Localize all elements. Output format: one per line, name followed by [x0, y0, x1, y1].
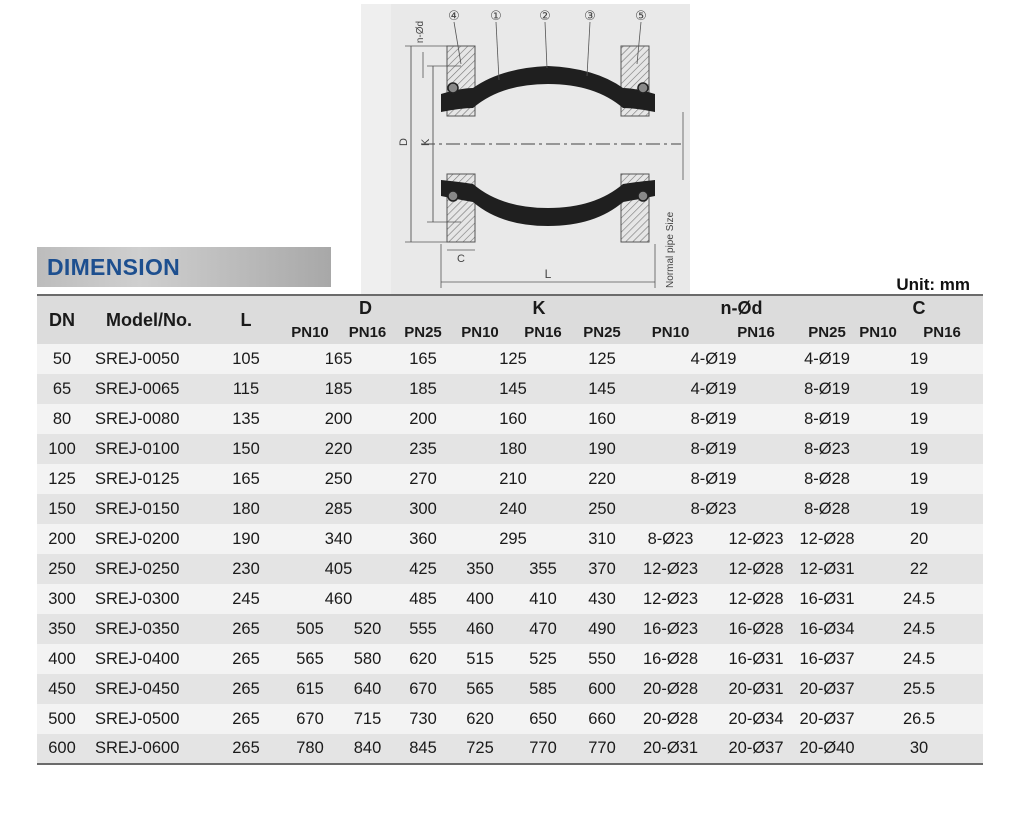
table-row — [37, 374, 983, 404]
cell-k-pn25: 600 — [576, 674, 628, 704]
cell-nod-pn10-16: 8-Ø23 — [628, 494, 799, 524]
cell-nod-pn10: 20-Ø28 — [628, 704, 713, 734]
cell-dn: 150 — [37, 494, 87, 524]
cell-k-pn10: 350 — [450, 554, 510, 584]
header-nod-pn10: PN10 — [628, 320, 713, 344]
header-d-pn16: PN16 — [339, 320, 396, 344]
cell-k-pn10-16: 240 — [450, 494, 576, 524]
cell-dn: 65 — [37, 374, 87, 404]
header-l: L — [211, 295, 281, 344]
cell-nod-pn25: 4-Ø19 — [799, 344, 855, 374]
cell-d-pn25: 235 — [396, 434, 450, 464]
table-row — [37, 464, 983, 494]
cell-dn: 100 — [37, 434, 87, 464]
cell-d-pn25: 200 — [396, 404, 450, 434]
cell-dn: 400 — [37, 644, 87, 674]
label-l: L — [544, 267, 552, 281]
cell-dn: 125 — [37, 464, 87, 494]
cell-nod-pn16: 16-Ø31 — [713, 644, 799, 674]
cell-model: SREJ-0100 — [87, 434, 211, 464]
cell-d-pn25: 730 — [396, 704, 450, 734]
cell-l: 165 — [211, 464, 281, 494]
table-row — [37, 734, 983, 764]
header-c-pn10: PN10 — [855, 320, 901, 344]
cell-model: SREJ-0125 — [87, 464, 211, 494]
cell-k-pn10: 460 — [450, 614, 510, 644]
cell-k-pn16: 525 — [510, 644, 576, 674]
dimension-table — [37, 294, 983, 765]
cell-l: 245 — [211, 584, 281, 614]
cell-nod-pn16: 20-Ø37 — [713, 734, 799, 764]
cell-k-pn10-16: 295 — [450, 524, 576, 554]
label-nod: n-Ød — [415, 20, 426, 44]
cell-model: SREJ-0450 — [87, 674, 211, 704]
header-dn: DN — [37, 295, 87, 344]
cell-d-pn25: 670 — [396, 674, 450, 704]
label-normal-pipe-size: Normal pipe Size — [665, 211, 676, 288]
cell-k-pn25: 220 — [576, 464, 628, 494]
cell-k-pn16: 585 — [510, 674, 576, 704]
cell-model: SREJ-0200 — [87, 524, 211, 554]
cell-l: 265 — [211, 644, 281, 674]
callout-3: ③ — [584, 9, 596, 24]
cell-k-pn16: 410 — [510, 584, 576, 614]
cell-dn: 600 — [37, 734, 87, 764]
cell-nod-pn16: 12-Ø23 — [713, 524, 799, 554]
cell-d-pn16: 640 — [339, 674, 396, 704]
cell-k-pn25: 550 — [576, 644, 628, 674]
cell-l: 265 — [211, 614, 281, 644]
cell-c: 19 — [855, 494, 983, 524]
cell-k-pn25: 125 — [576, 344, 628, 374]
table-row — [37, 704, 983, 734]
cell-d-pn10-16: 340 — [281, 524, 396, 554]
cell-d-pn25: 185 — [396, 374, 450, 404]
cell-d-pn10: 505 — [281, 614, 339, 644]
cell-nod-pn25: 8-Ø19 — [799, 404, 855, 434]
cell-l: 105 — [211, 344, 281, 374]
cell-model: SREJ-0500 — [87, 704, 211, 734]
cell-nod-pn25: 16-Ø31 — [799, 584, 855, 614]
cell-c: 24.5 — [855, 584, 983, 614]
cell-nod-pn10: 12-Ø23 — [628, 554, 713, 584]
header-nod: n-Ød — [628, 295, 855, 320]
cell-k-pn10-16: 145 — [450, 374, 576, 404]
header-k-pn25: PN25 — [576, 320, 628, 344]
table-row — [37, 614, 983, 644]
cell-model: SREJ-0350 — [87, 614, 211, 644]
table-row — [37, 344, 983, 374]
header-model: Model/No. — [87, 295, 211, 344]
cell-c: 25.5 — [855, 674, 983, 704]
cell-d-pn10: 615 — [281, 674, 339, 704]
table-row — [37, 524, 983, 554]
table-row — [37, 674, 983, 704]
cell-nod-pn25: 20-Ø40 — [799, 734, 855, 764]
cell-c: 22 — [855, 554, 983, 584]
cell-k-pn10: 620 — [450, 704, 510, 734]
cell-nod-pn10-16: 8-Ø19 — [628, 464, 799, 494]
cell-dn: 450 — [37, 674, 87, 704]
cell-dn: 300 — [37, 584, 87, 614]
cell-nod-pn25: 8-Ø19 — [799, 374, 855, 404]
header-nod-pn16: PN16 — [713, 320, 799, 344]
header-c-pn16: PN16 — [901, 320, 983, 344]
cell-c: 24.5 — [855, 644, 983, 674]
cell-k-pn25: 370 — [576, 554, 628, 584]
cell-k-pn25: 310 — [576, 524, 628, 554]
cell-nod-pn25: 20-Ø37 — [799, 704, 855, 734]
cell-d-pn25: 425 — [396, 554, 450, 584]
cell-nod-pn16: 16-Ø28 — [713, 614, 799, 644]
table-row — [37, 584, 983, 614]
cell-k-pn25: 250 — [576, 494, 628, 524]
cell-l: 265 — [211, 734, 281, 764]
cell-nod-pn25: 20-Ø37 — [799, 674, 855, 704]
cell-d-pn16: 840 — [339, 734, 396, 764]
cell-k-pn10-16: 160 — [450, 404, 576, 434]
cell-nod-pn25: 12-Ø28 — [799, 524, 855, 554]
cell-k-pn25: 190 — [576, 434, 628, 464]
cell-d-pn25: 620 — [396, 644, 450, 674]
cell-d-pn10: 565 — [281, 644, 339, 674]
cell-k-pn10: 400 — [450, 584, 510, 614]
table-row — [37, 644, 983, 674]
label-c: C — [457, 253, 465, 265]
cell-c: 24.5 — [855, 614, 983, 644]
cell-c: 30 — [855, 734, 983, 764]
cell-nod-pn10: 12-Ø23 — [628, 584, 713, 614]
section-title: DIMENSION — [47, 254, 181, 280]
cell-nod-pn16: 20-Ø34 — [713, 704, 799, 734]
cell-nod-pn16: 12-Ø28 — [713, 554, 799, 584]
cell-k-pn16: 650 — [510, 704, 576, 734]
table-row — [37, 404, 983, 434]
cell-dn: 50 — [37, 344, 87, 374]
cell-nod-pn10-16: 8-Ø19 — [628, 404, 799, 434]
cell-d-pn25: 555 — [396, 614, 450, 644]
cell-k-pn10: 725 — [450, 734, 510, 764]
cell-nod-pn10: 20-Ø28 — [628, 674, 713, 704]
cell-l: 230 — [211, 554, 281, 584]
cell-k-pn16: 470 — [510, 614, 576, 644]
cell-k-pn25: 160 — [576, 404, 628, 434]
cell-c: 19 — [855, 374, 983, 404]
cell-k-pn10-16: 210 — [450, 464, 576, 494]
cell-dn: 200 — [37, 524, 87, 554]
header-k-pn16: PN16 — [510, 320, 576, 344]
cell-nod-pn25: 16-Ø34 — [799, 614, 855, 644]
cell-d-pn10-16: 460 — [281, 584, 396, 614]
cell-nod-pn16: 20-Ø31 — [713, 674, 799, 704]
section-banner — [37, 247, 331, 287]
cell-d-pn10-16: 200 — [281, 404, 396, 434]
cell-model: SREJ-0250 — [87, 554, 211, 584]
cell-nod-pn10: 8-Ø23 — [628, 524, 713, 554]
cell-c: 19 — [855, 434, 983, 464]
cell-d-pn16: 715 — [339, 704, 396, 734]
cell-model: SREJ-0600 — [87, 734, 211, 764]
cell-c: 26.5 — [855, 704, 983, 734]
cell-c: 19 — [855, 404, 983, 434]
cell-model: SREJ-0080 — [87, 404, 211, 434]
cell-dn: 500 — [37, 704, 87, 734]
cell-nod-pn10: 16-Ø23 — [628, 614, 713, 644]
cell-l: 265 — [211, 674, 281, 704]
cell-c: 19 — [855, 464, 983, 494]
cell-k-pn16: 355 — [510, 554, 576, 584]
cell-l: 190 — [211, 524, 281, 554]
cell-nod-pn25: 8-Ø23 — [799, 434, 855, 464]
cell-nod-pn10-16: 4-Ø19 — [628, 374, 799, 404]
cell-k-pn25: 770 — [576, 734, 628, 764]
cell-k-pn10-16: 125 — [450, 344, 576, 374]
cell-d-pn25: 845 — [396, 734, 450, 764]
cell-d-pn10-16: 250 — [281, 464, 396, 494]
cell-nod-pn16: 12-Ø28 — [713, 584, 799, 614]
cell-d-pn25: 485 — [396, 584, 450, 614]
header-k: K — [450, 295, 628, 320]
cell-d-pn10-16: 220 — [281, 434, 396, 464]
cell-k-pn10: 515 — [450, 644, 510, 674]
cell-k-pn25: 660 — [576, 704, 628, 734]
cell-k-pn25: 430 — [576, 584, 628, 614]
cell-k-pn25: 490 — [576, 614, 628, 644]
cell-d-pn25: 165 — [396, 344, 450, 374]
header-k-pn10: PN10 — [450, 320, 510, 344]
label-k: K — [420, 138, 432, 146]
label-d: D — [398, 138, 410, 146]
cell-d-pn10: 670 — [281, 704, 339, 734]
cell-nod-pn10: 16-Ø28 — [628, 644, 713, 674]
cell-nod-pn25: 8-Ø28 — [799, 464, 855, 494]
callout-5: ⑤ — [635, 9, 647, 24]
cell-nod-pn25: 12-Ø31 — [799, 554, 855, 584]
cell-l: 265 — [211, 704, 281, 734]
cell-dn: 350 — [37, 614, 87, 644]
cell-d-pn16: 580 — [339, 644, 396, 674]
cell-model: SREJ-0065 — [87, 374, 211, 404]
cell-l: 180 — [211, 494, 281, 524]
cell-dn: 250 — [37, 554, 87, 584]
cell-c: 19 — [855, 344, 983, 374]
cell-model: SREJ-0150 — [87, 494, 211, 524]
cell-k-pn10-16: 180 — [450, 434, 576, 464]
callout-1: ① — [490, 9, 502, 24]
table-row — [37, 434, 983, 464]
drawing-svg — [361, 4, 690, 294]
header-d: D — [281, 295, 450, 320]
cell-d-pn25: 360 — [396, 524, 450, 554]
expansion-joint-drawing — [361, 4, 690, 294]
cell-l: 150 — [211, 434, 281, 464]
table-body — [37, 344, 983, 764]
cell-d-pn10-16: 285 — [281, 494, 396, 524]
header-c: C — [855, 295, 983, 320]
cell-model: SREJ-0300 — [87, 584, 211, 614]
unit-label: Unit: mm — [896, 275, 970, 294]
header-d-pn25: PN25 — [396, 320, 450, 344]
cell-d-pn10-16: 405 — [281, 554, 396, 584]
cell-d-pn25: 300 — [396, 494, 450, 524]
callout-2: ② — [539, 9, 551, 24]
header-d-pn10: PN10 — [281, 320, 339, 344]
cell-k-pn25: 145 — [576, 374, 628, 404]
table-row — [37, 554, 983, 584]
cell-nod-pn10-16: 8-Ø19 — [628, 434, 799, 464]
cell-d-pn16: 520 — [339, 614, 396, 644]
cell-d-pn10: 780 — [281, 734, 339, 764]
cell-dn: 80 — [37, 404, 87, 434]
cell-c: 20 — [855, 524, 983, 554]
cell-d-pn25: 270 — [396, 464, 450, 494]
cell-nod-pn25: 16-Ø37 — [799, 644, 855, 674]
cell-nod-pn25: 8-Ø28 — [799, 494, 855, 524]
cell-d-pn10-16: 165 — [281, 344, 396, 374]
cell-l: 135 — [211, 404, 281, 434]
cell-model: SREJ-0050 — [87, 344, 211, 374]
cell-nod-pn10-16: 4-Ø19 — [628, 344, 799, 374]
cell-l: 115 — [211, 374, 281, 404]
cell-model: SREJ-0400 — [87, 644, 211, 674]
cell-k-pn16: 770 — [510, 734, 576, 764]
cell-d-pn10-16: 185 — [281, 374, 396, 404]
cell-nod-pn10: 20-Ø31 — [628, 734, 713, 764]
header-nod-pn25: PN25 — [799, 320, 855, 344]
table-row — [37, 494, 983, 524]
callout-4: ④ — [448, 9, 460, 24]
cell-k-pn10: 565 — [450, 674, 510, 704]
